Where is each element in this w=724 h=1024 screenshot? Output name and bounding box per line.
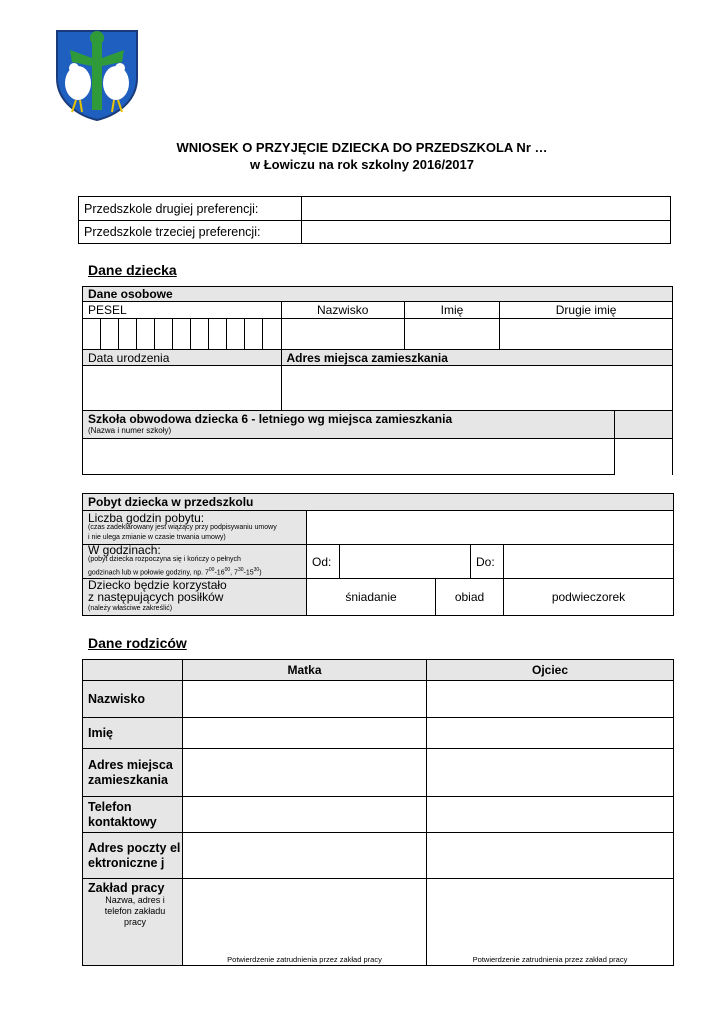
mother-column-header: Matka — [183, 660, 427, 681]
to-input[interactable] — [504, 545, 674, 579]
child-data-heading: Dane dziecka — [88, 262, 177, 278]
time-note: (pobyt dziecka rozpoczyna się i kończy o pełnych — [88, 556, 241, 563]
pesel-digit-box[interactable] — [191, 319, 209, 350]
father-email-input[interactable] — [427, 833, 674, 879]
time-label-cell — [83, 545, 307, 579]
pesel-digit-box[interactable] — [137, 319, 155, 350]
stay-table — [82, 493, 674, 616]
row-label: Adres miejsca zamieszkania — [83, 749, 183, 797]
from-label: Od: — [307, 545, 340, 579]
pesel-digit-box[interactable] — [263, 319, 281, 350]
father-surname-input[interactable] — [427, 681, 674, 718]
pesel-digit-box[interactable] — [209, 319, 227, 350]
work-note: Nazwa, adres i telefon zakładu pracy — [104, 895, 166, 927]
row-label: Imię — [83, 718, 183, 749]
pesel-digit-box[interactable] — [101, 319, 119, 350]
meals-label: Dziecko będzie korzystało — [88, 578, 227, 593]
school-label-side — [614, 411, 673, 439]
preference-input[interactable] — [302, 221, 671, 244]
meal-option-breakfast[interactable]: śniadanie — [307, 579, 436, 616]
child-data-table — [82, 286, 673, 475]
hours-label: Liczba godzin pobytu: — [88, 510, 205, 525]
parents-table — [82, 659, 674, 966]
mother-email-input[interactable] — [183, 833, 427, 879]
mother-name-input[interactable] — [183, 718, 427, 749]
pesel-digit-box[interactable] — [155, 319, 173, 350]
personal-data-header: Dane osobowe — [83, 287, 673, 302]
pesel-digit-box[interactable] — [83, 319, 101, 350]
pesel-digit-box[interactable] — [119, 319, 137, 350]
hours-label-cell — [83, 511, 307, 545]
form-title: WNIOSEK O PRZYJĘCIE DZIECKA DO PRZEDSZKOLA Nr … — [176, 140, 548, 155]
school-label — [83, 411, 615, 439]
meal-option-lunch[interactable]: obiad — [436, 579, 504, 616]
first-name-label: Imię — [404, 302, 499, 319]
school-title: Szkoła obwodowa dziecka 6 - letniego wg miejsca zamieszkania — [88, 412, 453, 426]
school-note: (Nazwa i numer szkoły) — [88, 426, 172, 435]
preference-input[interactable] — [302, 197, 671, 221]
work-label-cell — [83, 879, 183, 966]
stay-header: Pobyt dziecka w przedszkolu — [83, 494, 674, 511]
father-column-header: Ojciec — [427, 660, 674, 681]
pesel-digit-box[interactable] — [173, 319, 191, 350]
father-work-input[interactable] — [427, 879, 674, 966]
preference-label: Przedszkole drugiej preferencji: — [79, 197, 302, 221]
pesel-label: PESEL — [83, 302, 282, 319]
row-label: Adres poczty elektroniczne j — [83, 833, 183, 879]
pesel-digit-box[interactable] — [245, 319, 263, 350]
form-subtitle: w Łowiczu na rok szkolny 2016/2017 — [250, 157, 474, 172]
meals-label-cell — [83, 579, 307, 616]
time-note: godzinach lub w połowie godziny, np. $7^{00}-16^{00}$, $7^{30}-15^{30}$) — [88, 567, 262, 577]
meal-option-snack[interactable]: podwieczorek — [504, 579, 674, 616]
mother-surname-input[interactable] — [183, 681, 427, 718]
meals-note: (należy właściwe zakreślić) — [88, 605, 173, 613]
work-confirm-note: Potwierdzenie zatrudnienia przez zakład pracy — [472, 955, 628, 964]
preference-label: Przedszkole trzeciej preferencji: — [79, 221, 302, 244]
hours-note: i nie ulega zmianie w czasie trwania umowy) — [88, 533, 226, 541]
meals-label: z następujących posiłków — [88, 590, 224, 605]
second-name-label: Drugie imię — [500, 302, 673, 319]
row-label: Telefon kontaktowy — [83, 797, 183, 833]
second-name-input[interactable] — [500, 319, 673, 350]
to-label: Do: — [471, 545, 504, 579]
birth-date-input[interactable] — [83, 366, 282, 411]
father-phone-input[interactable] — [427, 797, 674, 833]
address-label: Adres miejsca zamieszkania — [281, 350, 672, 366]
father-address-input[interactable] — [427, 749, 674, 797]
mother-phone-input[interactable] — [183, 797, 427, 833]
parents-data-heading: Dane rodziców — [88, 635, 187, 651]
address-input[interactable] — [281, 366, 672, 411]
hours-input[interactable] — [307, 511, 674, 545]
father-name-input[interactable] — [427, 718, 674, 749]
preferences-table — [78, 196, 671, 244]
birth-date-label: Data urodzenia — [83, 350, 282, 366]
mother-work-input[interactable] — [183, 879, 427, 966]
work-confirm-note: Potwierdzenie zatrudnienia przez zakład pracy — [227, 955, 382, 964]
corner-cell — [83, 660, 183, 681]
hours-note: (czas zadeklarowany jest wiążący przy podpisywaniu umowy — [88, 523, 277, 531]
time-label: W godzinach: — [88, 543, 161, 557]
row-label: Nazwisko — [83, 681, 183, 718]
first-name-input[interactable] — [404, 319, 499, 350]
city-crest-logo — [54, 28, 140, 122]
mother-address-input[interactable] — [183, 749, 427, 797]
surname-input[interactable] — [281, 319, 404, 350]
pesel-digit-box[interactable] — [227, 319, 245, 350]
from-input[interactable] — [340, 545, 471, 579]
school-input[interactable] — [83, 439, 615, 475]
work-label: Zakład pracy — [88, 881, 165, 895]
surname-label: Nazwisko — [281, 302, 404, 319]
school-side — [614, 439, 673, 475]
